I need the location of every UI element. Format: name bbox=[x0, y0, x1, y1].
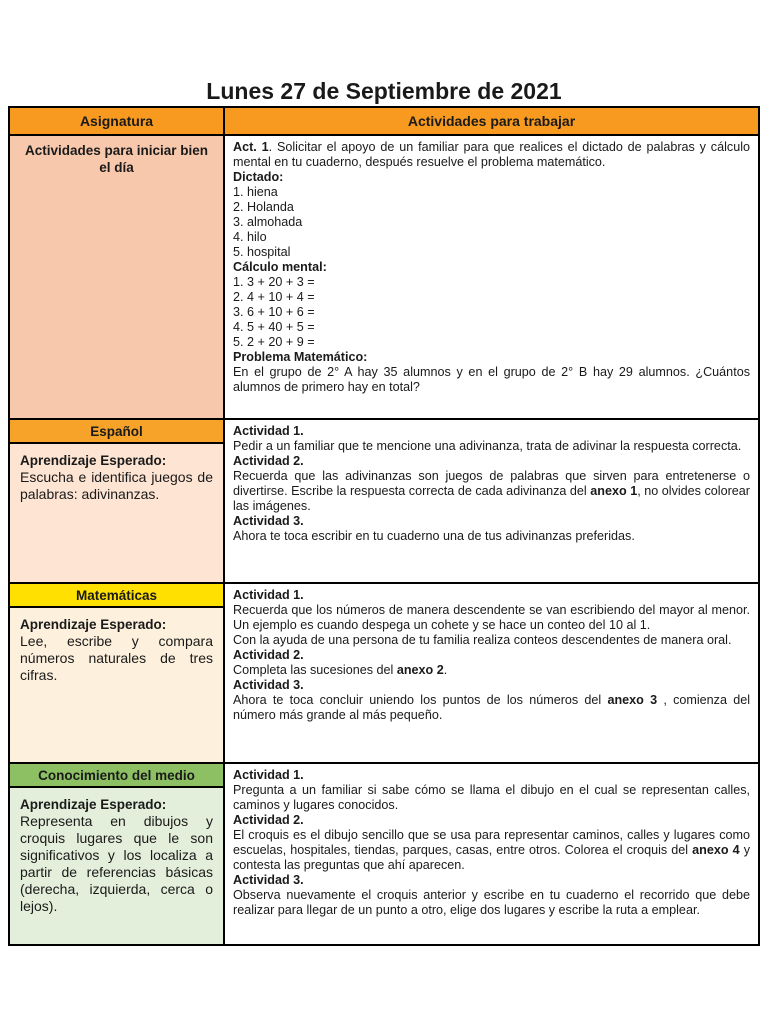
header-activities: Actividades para trabajar bbox=[224, 107, 759, 135]
subject-medio-cell bbox=[9, 763, 224, 945]
activity-title: Actividad 3. bbox=[233, 514, 304, 528]
problema-text: En el grupo de 2° A hay 35 alumnos y en el grupo de 2° B hay 29 alumnos. ¿Cuántos alumnos de primero hay en total? bbox=[233, 365, 750, 394]
activities-table bbox=[8, 106, 760, 946]
activity-text: . bbox=[443, 663, 448, 677]
activity-text: Recuerda que las adivinanzas son juegos de palabras que sirven para entretenerse o divertirse. Escribe la respuesta correcta de cada adivinanza del bbox=[233, 469, 750, 498]
activity-title: Actividad 3. bbox=[233, 678, 304, 692]
anexo-ref: anexo 3 bbox=[607, 693, 658, 707]
subject-matematicas-cell bbox=[9, 583, 224, 763]
dictado-item: 5. hospital bbox=[233, 245, 291, 259]
activity-title: Actividad 1. bbox=[233, 768, 304, 782]
activity-title: Actividad 2. bbox=[233, 813, 304, 827]
ap-title: Aprendizaje Esperado: bbox=[20, 617, 167, 632]
activity-title: Actividad 1. bbox=[233, 588, 304, 602]
activity-title: Actividad 2. bbox=[233, 454, 304, 468]
calculo-item: 1. 3 + 20 + 3 = bbox=[233, 275, 315, 289]
activity-text: Pregunta a un familiar si sabe cómo se llama el dibujo en el cual se representan calles, caminos y lugares conocidos. bbox=[233, 783, 750, 812]
activity-text: Observa nuevamente el croquis anterior y escribe en tu cuaderno el recorrido que debe realizar para llegar de un punto a otro, elige dos lugares y escribe la ruta a emplear. bbox=[233, 888, 750, 917]
activity-text: Completa las sucesiones del bbox=[233, 663, 397, 677]
activity-text: Ahora te toca concluir uniendo los puntos de los números del bbox=[233, 693, 608, 707]
table-row bbox=[9, 763, 759, 945]
activity-text: Con la ayuda de una persona de tu familia realiza conteos descendentes de manera oral. bbox=[233, 633, 732, 647]
activities-espanol bbox=[224, 419, 759, 583]
activity-title: Actividad 1. bbox=[233, 424, 304, 438]
subject-matematicas: Matemáticas bbox=[10, 584, 223, 608]
header-subject: Asignatura bbox=[9, 107, 224, 135]
subject-medio: Conocimiento del medio bbox=[10, 764, 223, 788]
activity-text: Pedir a un familiar que te mencione una adivinanza, trata de adivinar la respuesta correcta. bbox=[233, 439, 742, 453]
ap-title: Aprendizaje Esperado: bbox=[20, 797, 167, 812]
subject-espanol-cell bbox=[9, 419, 224, 583]
activities-matematicas bbox=[224, 583, 759, 763]
activity-text: y contesta las preguntas que ahí aparecen. bbox=[233, 843, 750, 872]
activity-text: , comienza del número más grande al más pequeño. bbox=[233, 693, 750, 722]
activity-title: Actividad 2. bbox=[233, 648, 304, 662]
espanol-aprendizaje bbox=[10, 444, 223, 509]
dictado-item: 3. almohada bbox=[233, 215, 303, 229]
calculo-item: 3. 6 + 10 + 6 = bbox=[233, 305, 315, 319]
calculo-title: Cálculo mental: bbox=[233, 260, 327, 274]
activities-start-day bbox=[224, 135, 759, 419]
dictado-title: Dictado: bbox=[233, 170, 284, 184]
table-header-row bbox=[9, 107, 759, 135]
matematicas-aprendizaje bbox=[10, 608, 223, 690]
dictado-item: 1. hiena bbox=[233, 185, 278, 199]
activity-text: , no olvides colorear las imágenes. bbox=[233, 484, 750, 513]
anexo-ref: anexo 2 bbox=[396, 663, 444, 677]
ap-text: Escucha e identifica juegos de palabras: adivinanzas. bbox=[20, 469, 213, 502]
medio-aprendizaje bbox=[10, 788, 223, 921]
problema-title: Problema Matemático: bbox=[233, 350, 368, 364]
act1-text: . Solicitar el apoyo de un familiar para que realices el dictado de palabras y cálculo mental en tu cuaderno, después resuelve el problema matemático. bbox=[233, 140, 750, 169]
subject-start-day: Actividades para iniciar bien el día bbox=[9, 135, 224, 419]
table-row bbox=[9, 419, 759, 583]
table-row bbox=[9, 135, 759, 419]
activity-text: El croquis es el dibujo sencillo que se usa para representar caminos, calles y lugares como escuelas, hospitales, tiendas, parques, casas, entre otros. Colorea el croquis del bbox=[233, 828, 750, 857]
activity-text: Recuerda que los números de manera descendente se van escribiendo del mayor al menor. Un ejemplo es cuando despega un cohete y se hace un conteo del 10 al 1. bbox=[233, 603, 750, 632]
table-row bbox=[9, 583, 759, 763]
activities-medio bbox=[224, 763, 759, 945]
anexo-ref: anexo 1 bbox=[590, 484, 638, 498]
activity-title: Actividad 3. bbox=[233, 873, 304, 887]
page-title: Lunes 27 de Septiembre de 2021 bbox=[206, 78, 562, 104]
activity-text: Ahora te toca escribir en tu cuaderno una de tus adivinanzas preferidas. bbox=[233, 529, 635, 543]
subject-espanol: Español bbox=[10, 420, 223, 444]
act1-label: Act. 1 bbox=[233, 140, 269, 154]
ap-text: Lee, escribe y compara números naturales de tres cifras. bbox=[20, 633, 213, 683]
anexo-ref: anexo 4 bbox=[692, 843, 740, 857]
ap-title: Aprendizaje Esperado: bbox=[20, 453, 167, 468]
calculo-item: 5. 2 + 20 + 9 = bbox=[233, 335, 315, 349]
calculo-item: 2. 4 + 10 + 4 = bbox=[233, 290, 315, 304]
ap-text: Representa en dibujos y croquis lugares que le son significativos y los localiza a partir de referencias básicas (derecha, izquierda, cerca o lejos). bbox=[20, 813, 213, 914]
dictado-item: 2. Holanda bbox=[233, 200, 294, 214]
dictado-item: 4. hilo bbox=[233, 230, 267, 244]
calculo-item: 4. 5 + 40 + 5 = bbox=[233, 320, 315, 334]
